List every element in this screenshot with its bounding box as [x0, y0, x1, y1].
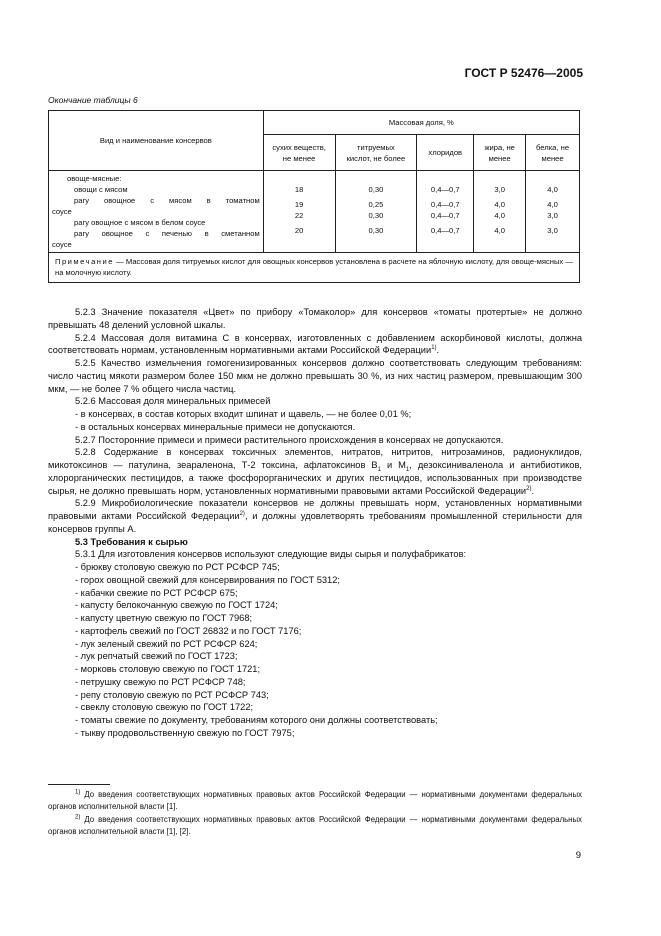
- table-note-row: [49, 253, 580, 283]
- footnote-2: $^{2)}$ До введения соответствующих нормативных правовых актов Российской Федерации — нормативными документами федеральных органов исполнительной власти [1], [2].: [48, 814, 582, 836]
- section-title: 5.3 Требования к сырью: [75, 536, 188, 547]
- col-header-fat: жира, не менее: [474, 135, 526, 171]
- note-label: Примечание: [55, 257, 114, 266]
- footnote-ref: 1): [431, 345, 437, 352]
- footnote-separator: [48, 784, 110, 785]
- footnote-1: $^{1)}$ До введения соответствующих нормативных правовых актов Российской Федерации — нормативными документами федеральных органов исполнительной власти [1].: [48, 789, 582, 811]
- paragraph-5-3-1: 5.3.1 Для изготовления консервов используют следующие виды сырья и полуфабрикатов:: [75, 549, 467, 560]
- list-item: - брюкву столовую свежую по РСТ РСФСР 745;: [75, 562, 280, 572]
- product-name-cont: соусе: [52, 240, 72, 249]
- product-name: овощи с мясом: [74, 185, 128, 194]
- col-dry-values: 18 19 22 20: [263, 171, 335, 253]
- list-item: - горох овощной свежий для консервирования по ГОСТ 5312;: [75, 574, 340, 585]
- list-item: - петрушку свежую по РСТ РСФСР 748;: [75, 676, 246, 687]
- list-item: - кабачки свежие по РСТ РСФСР 675;: [75, 587, 238, 598]
- product-name: рагу овощное с печенью в сметанном: [74, 229, 260, 238]
- paragraph-5-2-6-item: - в консервах, в состав которых входит шпинат и щавель, — не более 0,01 %;: [75, 409, 412, 419]
- list-item: - лук репчатый свежий по ГОСТ 1723;: [75, 651, 238, 662]
- table-body-row: [49, 171, 580, 253]
- paragraph-5-2-7: 5.2.7 Посторонние примеси и примеси растительного происхождения в консервах не допускаются.: [75, 434, 504, 445]
- col-acids-values: 0,30 0,25 0,30 0,30: [335, 171, 417, 253]
- product-name: рагу овощное с мясом в белом соусе: [74, 218, 206, 227]
- footnote-ref: 2): [239, 510, 245, 517]
- note-text: — Массовая доля титруемых кислот для овощных консервов установлена в расчете на яблочную кислоту, для овоще-мясных — на молочную кислоту.: [55, 257, 573, 278]
- paragraph-5-2-6: 5.2.6 Массовая доля минеральных примесей: [75, 396, 271, 407]
- paragraph-5-2-8: 5.2.8 Содержание в консервах токсичных элементов, нитратов, нитритов, нитрозаминов, радионуклидов, микотоксинов — патулина, зеараленона, Т-2 токсина, афлатоксинов $В_1$ и $М_1$, дезоксиниваленола и антибиотиков, хлорорганических пестицидов, а также фосфорорганических и других пестицидов, использованных при производстве сырья, не должно превышать норм, установленных нормативными правовыми актами Российской Федерации$^{2)}$.: [48, 447, 582, 496]
- paragraph-5-2-3: 5.2.3 Значение показателя «Цвет» по прибору «Томаколор» для консервов «томаты протертые» не должно превышать 48 делений условной шкалы.: [48, 307, 582, 330]
- col-header-chlorides: хлоридов: [417, 135, 474, 171]
- col-header-name: Вид и наименование консервов: [49, 111, 264, 171]
- paragraph-5-2-4: 5.2.4 Массовая доля витамина С в консервах, изготовленных с добавлением аскорбиновой кислоты, должна соответствовать нормам, установленным нормативными актами Российской Федерации$^{1)}$.: [48, 332, 582, 356]
- list-item: - репу столовую свежую по РСТ РСФСР 743;: [75, 689, 269, 700]
- col-fat-values: 3,0 4,0 4,0 4,0: [474, 171, 526, 253]
- paragraph-5-2-5: 5.2.5 Качество измельчения гомогенизированных консервов должно соответствовать следующим требованиям: число частиц мякоти размером более 150 мкм не должно превышать 30 %, из них частиц размером, превышающим 300 мкм, — не более 7 % общего числа частиц.: [48, 358, 582, 394]
- raw-materials-list: [48, 561, 582, 740]
- col-chlorides-values: 0,4—0,7 0,4—0,7 0,4—0,7 0,4—0,7: [417, 171, 474, 253]
- list-item: - свеклу столовую свежую по ГОСТ 1722;: [75, 702, 254, 713]
- list-item: - капусту цветную свежую по ГОСТ 7968;: [75, 613, 253, 623]
- group-label: овоще-мясные:: [67, 174, 122, 183]
- list-item: - томаты свежие по документу, требованиям которого они должны соответствовать;: [75, 715, 438, 725]
- product-name-cont: соусе: [52, 207, 72, 216]
- product-name: рагу овощное с мясом в томатном: [74, 196, 260, 205]
- list-item: - тыкву продовольственную свежую по ГОСТ 7975;: [75, 727, 295, 738]
- paragraph-5-2-6-item: - в остальных консервах минеральные примеси не допускаются.: [75, 421, 356, 432]
- footnotes: [48, 789, 582, 839]
- list-item: - лук зеленый свежий по РСТ РСФСР 624;: [75, 638, 258, 649]
- list-item: - морковь столовую свежую по ГОСТ 1721;: [75, 664, 261, 674]
- col-header-acids: титруемых кислот, не более: [335, 135, 417, 171]
- table-6: [48, 110, 580, 283]
- col-header-dry: сухих веществ, не менее: [263, 135, 335, 171]
- table-note: [49, 253, 580, 283]
- list-item: - капусту белокочанную свежую по ГОСТ 1724;: [75, 600, 278, 611]
- document-code: ГОСТ Р 52476—2005: [464, 66, 583, 80]
- footnote-ref: 2): [526, 485, 532, 492]
- col-header-group: Массовая доля, %: [263, 111, 579, 135]
- table-caption: Окончание таблицы 6: [48, 95, 138, 105]
- list-item: - картофель свежий по ГОСТ 26832 и по ГОСТ 7176;: [75, 625, 302, 636]
- col-header-protein: белка, не менее: [526, 135, 580, 171]
- product-names-cell: [49, 171, 264, 253]
- col-protein-values: 4,0 4,0 3,0 3,0: [526, 171, 580, 253]
- table-header-row: [49, 111, 580, 135]
- paragraph-5-2-9: 5.2.9 Микробиологические показатели консервов не должны превышать норм, установленных нормативными правовыми актами Российской Федерации$^{2)}$, и должны удовлетворять требованиям промышленной стерильности для консервов группы А.: [48, 498, 582, 534]
- body-text: [48, 306, 582, 740]
- page-number: 9: [575, 850, 581, 861]
